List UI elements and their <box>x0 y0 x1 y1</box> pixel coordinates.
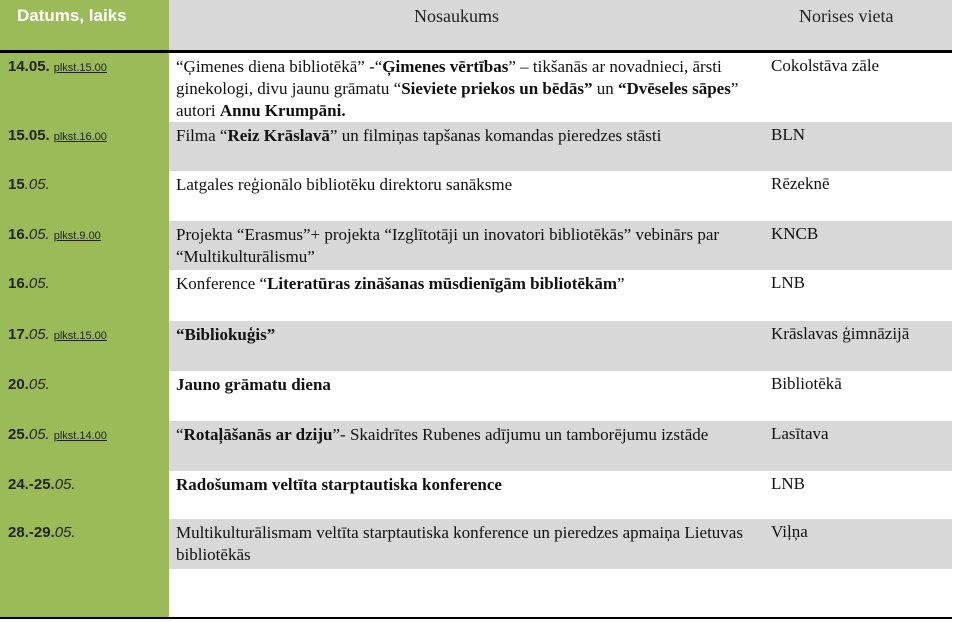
row-venue: BLN <box>771 125 805 144</box>
row-date-day: 20. <box>8 376 29 393</box>
row-event-name <box>176 522 756 566</box>
row-event-name <box>176 56 756 122</box>
row-venue: LNB <box>771 273 805 292</box>
event-name-part: Radošumam veltīta starptautiska konference <box>176 475 502 494</box>
event-name-part: Multikulturālismam veltīta starptautiska konference un pieredzes apmaiņa Lietuvas bibliotēkās <box>176 523 743 564</box>
row-date <box>8 58 107 75</box>
table-row <box>0 270 952 321</box>
header-name-label: Nosaukums <box>414 6 499 26</box>
event-name-part: “Bibliokuģis” <box>176 325 276 344</box>
row-date-day: 16. <box>8 275 29 292</box>
row-date <box>8 127 107 144</box>
row-date-month: .05. <box>24 176 50 193</box>
header-place-label: Norises vieta <box>799 6 894 26</box>
row-venue: Krāslavas ģimnāzijā <box>771 324 910 343</box>
event-name-part: ”- Skaidrītes Rubenes adījumu un tamborējumu izstāde <box>332 425 709 444</box>
event-name-part: ” autori <box>176 79 739 120</box>
row-event-name <box>176 125 756 147</box>
event-name-part: ” un filmiņas tapšanas komandas pieredzes stāsti <box>329 126 662 145</box>
row-time: plkst.14.00 <box>53 430 107 442</box>
row-date <box>8 326 107 343</box>
event-name-part: Reiz Krāslavā <box>227 126 330 145</box>
table-bottom-border <box>0 617 952 619</box>
row-date-month: 05. <box>28 275 50 292</box>
row-date-month: 05. <box>54 524 76 541</box>
table-row <box>0 171 952 221</box>
row-event-name <box>176 324 756 346</box>
row-venue: Bibliotēkā <box>771 374 842 393</box>
row-date <box>8 376 50 393</box>
table-row <box>0 321 952 371</box>
event-name-part: “ <box>176 425 184 444</box>
table-row <box>0 519 952 569</box>
table-row <box>0 421 952 471</box>
event-name-part: Sieviete priekos un bēdās” <box>401 79 593 98</box>
header-right-cell <box>169 0 952 50</box>
event-name-part: Annu Krumpāni. <box>219 101 346 120</box>
row-venue: KNCB <box>771 224 819 243</box>
row-event-name <box>176 474 756 496</box>
header-date-cell <box>0 0 169 50</box>
row-date-day: 17. <box>8 326 29 343</box>
event-name-part: Ģimenes vērtības <box>382 57 509 76</box>
event-name-part: “Dvēseles sāpes <box>617 79 731 98</box>
event-name-part: Latgales reģionālo bibliotēku direktoru sanāksme <box>176 175 513 194</box>
row-date-month: 05. <box>28 326 50 343</box>
event-name-part: Literatūras zināšanas mūsdienīgām bibliotēkām <box>267 274 618 293</box>
row-venue: Rēzeknē <box>771 174 830 193</box>
event-name-part: ” <box>617 274 625 293</box>
row-date-month: 05. <box>28 426 50 443</box>
row-time: plkst.15.00 <box>53 62 107 74</box>
row-time: plkst.9.00 <box>53 230 101 242</box>
event-name-part: ” – tikšanās ar novadnieci, ārsti ginekologi, divu jaunu grāmatu “ <box>176 57 722 98</box>
event-name-part: Filma “ <box>176 126 228 145</box>
table-row <box>0 471 952 519</box>
header-date-label: Datums, laiks <box>17 6 127 25</box>
row-date-day: 25. <box>8 426 29 443</box>
row-date-day: 24.-25. <box>8 476 55 493</box>
row-date-day: 15 <box>8 176 25 193</box>
table-row <box>0 122 952 171</box>
table-row <box>0 371 952 421</box>
row-event-name <box>176 374 756 396</box>
row-date <box>8 226 101 243</box>
event-name-part: Projekta “Erasmus”+ projekta “Izglītotāji un inovatori bibliotēkās” vebinārs par “Multikulturālismu” <box>176 225 720 266</box>
event-name-part: Jauno grāmatu diena <box>176 375 331 394</box>
table-row <box>0 53 952 122</box>
event-name-part: Konference “ <box>176 274 268 293</box>
event-name-part: Rotaļāšanās ar dziju <box>183 425 333 444</box>
event-name-part: un <box>592 79 618 98</box>
row-date-day: 15.05. <box>8 127 50 144</box>
row-venue: LNB <box>771 474 805 493</box>
row-date-month: 05. <box>28 376 50 393</box>
row-date-day: 14.05. <box>8 58 50 75</box>
row-date-day: 16. <box>8 226 29 243</box>
row-date <box>8 426 107 443</box>
row-event-name <box>176 424 756 446</box>
row-venue: Lasītava <box>771 424 829 443</box>
row-date-month: 05. <box>54 476 76 493</box>
row-venue: Viļņa <box>771 522 808 541</box>
row-date <box>8 476 76 493</box>
row-date <box>8 275 50 292</box>
table-row <box>0 221 952 270</box>
row-time: plkst.16.00 <box>53 131 107 143</box>
row-time: plkst.15.00 <box>53 330 107 342</box>
row-venue: Cokolstāva zāle <box>771 56 880 75</box>
row-date-day: 28.-29. <box>8 524 55 541</box>
row-date-month: 05. <box>28 226 50 243</box>
row-event-name <box>176 174 756 196</box>
row-date <box>8 524 76 541</box>
row-event-name <box>176 273 756 295</box>
event-name-part: “Ģimenes diena bibliotēkā” -“ <box>176 57 383 76</box>
row-event-name <box>176 224 756 268</box>
row-date <box>8 176 50 193</box>
